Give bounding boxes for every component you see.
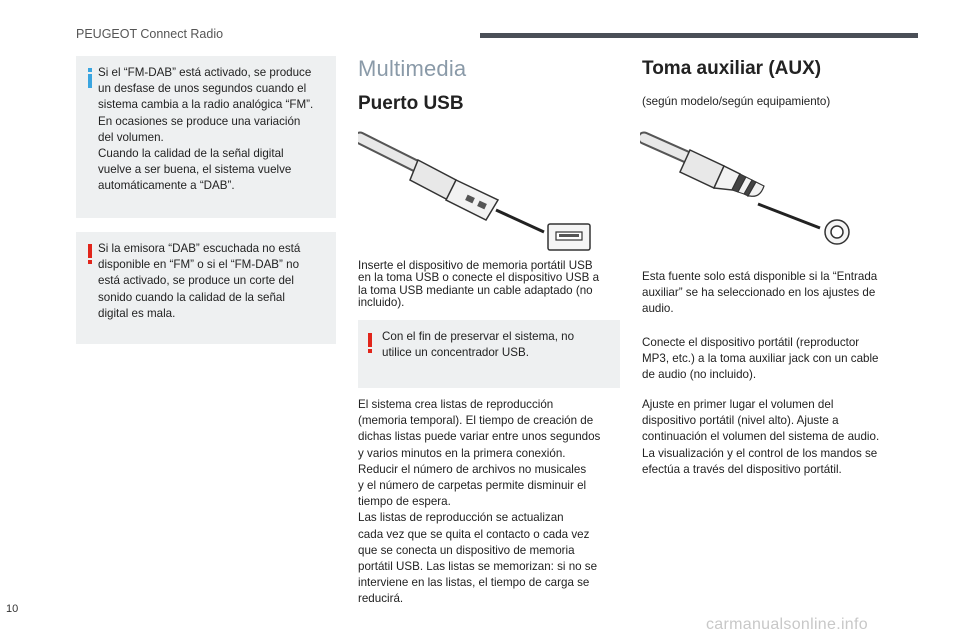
section-heading-multimedia: Multimedia: [358, 56, 467, 81]
text-line: un desfase de unos segundos cuando el: [98, 82, 307, 96]
text-line: sonido cuando la calidad de la señal: [98, 290, 285, 304]
text-line: y varios minutos en la primera conexión.: [358, 446, 566, 460]
text-line: tiempo de espera.: [358, 495, 451, 509]
header-title: PEUGEOT Connect Radio: [76, 27, 224, 41]
watermark: carmanualsonline.info: [706, 616, 868, 633]
header-rule: [480, 33, 918, 38]
text-line: la toma USB mediante un cable adaptado (no: [358, 283, 593, 297]
usb-warning-note: [358, 320, 620, 388]
text-line: sistema cambia a la radio analógica “FM”.: [98, 98, 314, 112]
usb-warning-text: [382, 329, 614, 361]
text-line: utilice un concentrador USB.: [382, 346, 529, 360]
text-line: incluido).: [358, 296, 405, 310]
text-line: Si el “FM-DAB” está activado, se produce: [98, 66, 312, 79]
text-line: Ajuste en primer lugar el volumen del: [642, 398, 834, 411]
usb-intro-text: [358, 260, 620, 310]
text-line: dichas listas puede variar entre unos segundos: [358, 430, 601, 444]
text-line: El sistema crea listas de reproducción: [358, 398, 554, 411]
info-note-text: [98, 65, 334, 195]
text-line: efectúa a través del dispositivo portátil.: [642, 462, 842, 476]
text-line: portátil USB. Las listas se memorizan: si no se: [358, 560, 598, 574]
aux-subtitle: (según modelo/según equipamiento): [642, 95, 831, 108]
text-line: Con el fin de preservar el sistema, no: [382, 330, 575, 343]
text-line: Las listas de reproducción se actualizan: [358, 511, 564, 525]
aux-paragraph-2: [642, 335, 914, 384]
text-line: que se conecta un dispositivo de memoria: [358, 543, 575, 557]
text-line: Cuando la calidad de la señal digital: [98, 147, 284, 161]
text-line: digital es mala.: [98, 306, 176, 320]
page-number: 10: [6, 603, 19, 615]
text-line: audio.: [642, 302, 674, 316]
text-line: La visualización y el control de los mandos se: [642, 446, 878, 460]
warning-note: [76, 232, 336, 344]
text-line: dispositivo portátil (nivel alto). Ajuste a: [642, 414, 839, 428]
text-line: auxiliar” se ha seleccionado en los ajustes de: [642, 286, 876, 300]
section-heading-aux: Toma auxiliar (AUX): [642, 58, 822, 79]
warning-note-text: [98, 241, 334, 322]
text-line: Esta fuente solo está disponible si la “Entrada: [642, 270, 878, 283]
text-line: (memoria temporal). El tiempo de creación de: [358, 414, 594, 428]
subsection-heading-usb: Puerto USB: [358, 93, 464, 114]
text-line: interviene en las listas, el tiempo de carga se: [358, 576, 590, 590]
text-line: en la toma USB o conecte el dispositivo USB a: [358, 271, 600, 285]
text-line: de audio (no incluido).: [642, 368, 757, 382]
text-line: continuación el volumen del sistema de audio.: [642, 430, 880, 444]
text-line: está activado, se produce un corte del: [98, 274, 294, 288]
text-line: En ocasiones se produce una variación: [98, 114, 301, 128]
text-line: automáticamente a “DAB”.: [98, 179, 235, 193]
text-line: Si la emisora “DAB” escuchada no está: [98, 242, 301, 255]
aux-paragraph-1: [642, 269, 914, 318]
text-line: del volumen.: [98, 130, 164, 144]
text-line: Conecte el dispositivo portátil (reproductor: [642, 336, 860, 349]
text-line: cada vez que se quita el contacto o cada vez: [358, 527, 590, 541]
text-line: reducirá.: [358, 592, 404, 606]
info-note: [76, 56, 336, 218]
text-line: disponible en “FM” o si el “FM-DAB” no: [98, 258, 300, 272]
usb-cable-illustration: [358, 128, 598, 253]
aux-jack-illustration: [640, 126, 855, 250]
text-line: y el número de carpetas permite disminuir el: [358, 479, 587, 493]
text-line: Reducir el número de archivos no musicales: [358, 462, 587, 476]
usb-body-text: [358, 397, 620, 608]
text-line: vuelve a ser buena, el sistema vuelve: [98, 163, 292, 177]
aux-paragraph-3: [642, 397, 914, 478]
text-line: MP3, etc.) a la toma auxiliar jack con un cable: [642, 352, 879, 366]
text-line: Inserte el dispositivo de memoria portátil USB: [358, 259, 593, 272]
